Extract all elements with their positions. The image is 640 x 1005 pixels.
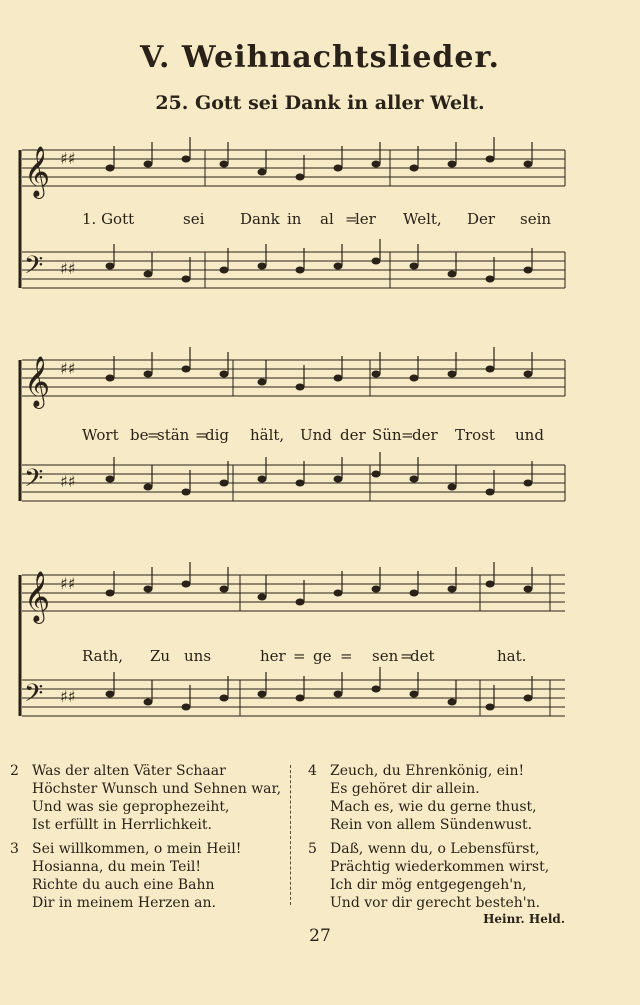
lyric-syllable: be [130, 426, 149, 444]
note-head [258, 263, 267, 270]
verse-line: Ist erfüllt in Herrlichkeit. [32, 817, 212, 833]
page-number: 27 [309, 926, 331, 946]
note-head [448, 586, 457, 593]
bass-clef-icon: 𝄢 [24, 464, 44, 499]
note-head [220, 695, 229, 702]
note-head [372, 161, 381, 168]
note-head [448, 161, 457, 168]
bass-clef-icon: 𝄢 [24, 679, 44, 714]
lyric-syllable: der [340, 426, 366, 444]
note-head [182, 366, 191, 373]
lyric-syllable: = [340, 647, 353, 665]
note-head [144, 371, 153, 378]
verse-line: Daß, wenn du, o Lebensfürst, [330, 841, 540, 857]
note-head [410, 165, 419, 172]
verse-number: 4 [308, 763, 317, 779]
note-head [144, 271, 153, 278]
key-signature-icon: ♯♯ [60, 259, 76, 278]
note-head [410, 691, 419, 698]
note-head [220, 371, 229, 378]
note-head [144, 699, 153, 706]
note-head [144, 586, 153, 593]
lyric-syllable: Welt, [403, 210, 442, 228]
note-head [258, 169, 267, 176]
key-signature-icon: ♯♯ [60, 574, 76, 593]
note-head [524, 371, 533, 378]
verse-line: Prächtig wiederkommen wirst, [330, 859, 550, 875]
lyric-syllable: al [320, 210, 334, 228]
key-signature-icon: ♯♯ [60, 472, 76, 491]
treble-clef-icon: 𝄞 [24, 356, 51, 407]
note-head [486, 489, 495, 496]
lyric-syllable: = [293, 647, 306, 665]
note-head [220, 267, 229, 274]
lyric-syllable: Rath, [82, 647, 124, 665]
note-head [296, 267, 305, 274]
lyric-syllable: stän [157, 426, 190, 444]
note-head [144, 484, 153, 491]
note-head [106, 263, 115, 270]
note-head [334, 590, 343, 597]
note-head [372, 686, 381, 693]
note-head [410, 590, 419, 597]
note-head [334, 375, 343, 382]
note-head [372, 471, 381, 478]
verses-block [0, 762, 640, 912]
note-head [220, 161, 229, 168]
lyric-syllable: = [147, 426, 160, 444]
note-head [410, 476, 419, 483]
verse-3 [10, 840, 242, 912]
verse-4 [308, 762, 537, 834]
hymn-title: 25. Gott sei Dank in aller Welt. [155, 92, 485, 114]
note-head [372, 586, 381, 593]
verse-line: Hosianna, du mein Teil! [32, 859, 201, 875]
verse-line: Es gehöret dir allein. [330, 781, 480, 797]
note-head [106, 476, 115, 483]
note-head [334, 476, 343, 483]
lyric-syllable: ler [355, 210, 376, 228]
lyric-syllable: Wort [82, 426, 119, 444]
lyric-syllable: = [400, 647, 413, 665]
lyric-syllable: sen [372, 647, 399, 665]
note-head [448, 484, 457, 491]
lyric-syllable: Der [467, 210, 496, 228]
note-head [524, 695, 533, 702]
verse-number: 3 [10, 841, 19, 857]
note-head [372, 258, 381, 265]
lyric-syllable: sei [183, 210, 205, 228]
note-head [486, 366, 495, 373]
note-head [106, 375, 115, 382]
note-head [144, 161, 153, 168]
note-head [334, 263, 343, 270]
note-head [296, 480, 305, 487]
verse-line: Höchster Wunsch und Sehnen war, [32, 781, 282, 797]
lyric-syllable: Trost [455, 426, 495, 444]
lyric-syllable: hält, [250, 426, 285, 444]
lyric-syllable: Dank [240, 210, 280, 228]
verse-line: Rein von allem Sündenwust. [330, 817, 533, 833]
note-head [372, 371, 381, 378]
lyric-syllable: 1. Gott [82, 210, 135, 228]
section-title: V. Weihnachtslieder. [140, 40, 500, 75]
key-signature-icon: ♯♯ [60, 149, 76, 168]
note-head [106, 165, 115, 172]
lyric-syllable: hat. [497, 647, 527, 665]
note-head [182, 489, 191, 496]
note-head [106, 590, 115, 597]
note-head [182, 581, 191, 588]
lyric-syllable: sein [520, 210, 552, 228]
verse-line: Zeuch, du Ehrenkönig, ein! [330, 763, 525, 779]
verse-line: Was der alten Väter Schaar [32, 763, 226, 779]
verse-line: Und vor dir gerecht besteh'n. [330, 895, 541, 911]
note-head [258, 594, 267, 601]
note-head [448, 271, 457, 278]
note-head [486, 581, 495, 588]
treble-clef-icon: 𝄞 [24, 571, 51, 622]
verse-number: 2 [10, 763, 19, 779]
note-head [258, 476, 267, 483]
note-head [296, 384, 305, 391]
note-head [106, 691, 115, 698]
verse-number: 5 [308, 841, 317, 857]
lyric-syllable: = [345, 210, 358, 228]
note-head [486, 276, 495, 283]
note-head [182, 276, 191, 283]
lyric-syllable: dig [205, 426, 230, 444]
key-signature-icon: ♯♯ [60, 359, 76, 378]
clefs [24, 146, 75, 714]
note-head [410, 263, 419, 270]
note-head [258, 379, 267, 386]
note-head [296, 695, 305, 702]
lyric-syllable: = [195, 426, 208, 444]
verse-5 [308, 840, 550, 912]
note-head [448, 371, 457, 378]
lyric-syllable: Zu [150, 647, 171, 665]
verse-line: Sei willkommen, o mein Heil! [32, 841, 242, 857]
verse-line: Dir in meinem Herzen an. [32, 895, 216, 911]
key-signature-icon: ♯♯ [60, 687, 76, 706]
note-head [220, 480, 229, 487]
note-head [448, 699, 457, 706]
lyric-syllable: det [410, 647, 435, 665]
lyric-syllable: der [412, 426, 438, 444]
lyric-syllable: Sün [372, 426, 402, 444]
treble-clef-icon: 𝄞 [24, 146, 51, 197]
note-head [220, 586, 229, 593]
note-head [524, 480, 533, 487]
note-head [410, 375, 419, 382]
note-head [524, 586, 533, 593]
author-credit: Heinr. Held. [483, 912, 565, 926]
note-head [296, 174, 305, 181]
note-head [296, 599, 305, 606]
verse-2 [10, 762, 282, 834]
note-head [182, 704, 191, 711]
lyric-syllable: her [260, 647, 286, 665]
note-head [486, 704, 495, 711]
note-head [334, 691, 343, 698]
verse-line: Richte du auch eine Bahn [32, 877, 215, 893]
verse-line: Und was sie geprophezeiht, [32, 799, 230, 815]
lyric-syllable: Und [300, 426, 332, 444]
note-head [334, 165, 343, 172]
lyric-syllable: uns [184, 647, 212, 665]
note-head [524, 267, 533, 274]
lyric-syllable: und [515, 426, 544, 444]
lyric-syllable: = [401, 426, 414, 444]
note-head [182, 156, 191, 163]
bass-clef-icon: 𝄢 [24, 251, 44, 286]
note-head [524, 161, 533, 168]
note-head [258, 691, 267, 698]
verse-line: Ich dir mög entgegengeh'n, [330, 877, 527, 893]
note-head [486, 156, 495, 163]
lyric-syllable: in [287, 210, 302, 228]
lyric-syllable: ge [313, 647, 332, 665]
verse-line: Mach es, wie du gerne thust, [330, 799, 537, 815]
